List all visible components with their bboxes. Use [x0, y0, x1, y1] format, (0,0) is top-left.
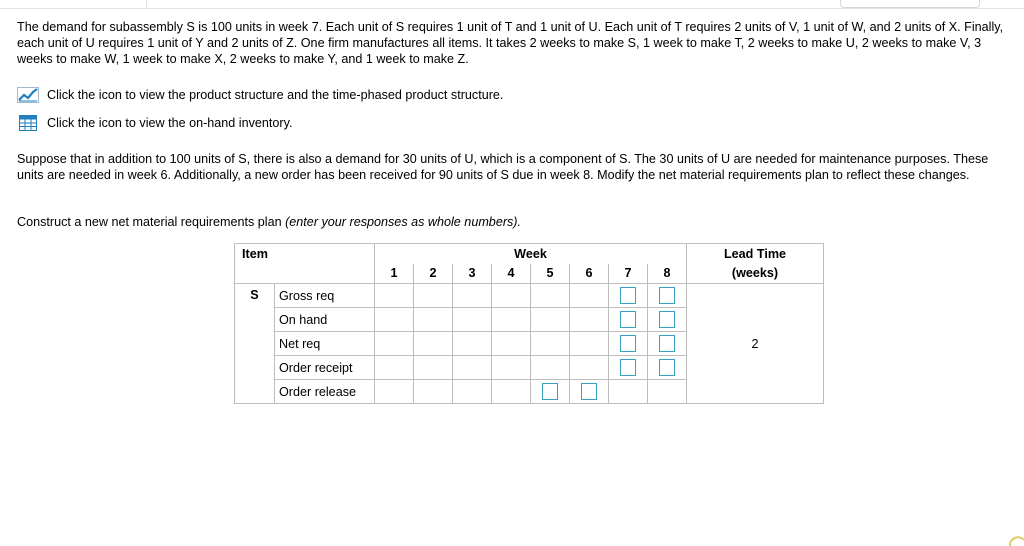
week-cell	[648, 380, 687, 404]
week-cell	[648, 308, 687, 332]
week-cell	[492, 284, 531, 308]
answer-input[interactable]	[620, 359, 636, 376]
week-cell	[375, 380, 414, 404]
week-number-4: 4	[492, 264, 531, 284]
week-cell	[648, 284, 687, 308]
week-cell	[492, 332, 531, 356]
week-cell	[414, 332, 453, 356]
week-cell	[648, 356, 687, 380]
week-cell	[648, 332, 687, 356]
row-label: Order receipt	[275, 356, 375, 380]
top-frame-bar	[0, 0, 1024, 9]
lead-time-value: 2	[687, 284, 824, 404]
week-cell	[609, 284, 648, 308]
lead-time-unit: (weeks)	[687, 264, 824, 284]
answer-input[interactable]	[581, 383, 597, 400]
week-cell	[492, 380, 531, 404]
table-grid-icon[interactable]	[17, 115, 39, 131]
week-number-3: 3	[453, 264, 492, 284]
week-cell	[609, 380, 648, 404]
scenario-text: Suppose that in addition to 100 units of S, there is also a demand for 30 units of U, which is a component of S. The 30 units of U are needed for maintenance purposes. These units are needed in week 6. Additionally, a new order has been received for 90 units of S due in week 8. Modify the net material requirements plan to reflect these changes.	[17, 152, 989, 182]
answer-input[interactable]	[620, 335, 636, 352]
week-cell	[453, 308, 492, 332]
week-cell	[453, 356, 492, 380]
week-cell	[414, 284, 453, 308]
answer-input[interactable]	[659, 359, 675, 376]
week-cell	[414, 380, 453, 404]
inventory-link-text[interactable]: Click the icon to view the on-hand inventory.	[47, 116, 293, 130]
answer-input[interactable]	[542, 383, 558, 400]
answer-input[interactable]	[620, 287, 636, 304]
item-code: S	[235, 284, 275, 404]
row-label: On hand	[275, 308, 375, 332]
instruction-main: Construct a new net material requirements plan	[17, 215, 286, 229]
week-number-8: 8	[648, 264, 687, 284]
week-cell	[531, 308, 570, 332]
instruction-italic: (enter your responses as whole numbers).	[285, 215, 522, 229]
top-frame-divider	[146, 0, 147, 8]
inventory-link[interactable]	[17, 115, 292, 131]
week-cell	[609, 332, 648, 356]
week-cell	[375, 284, 414, 308]
top-right-tab[interactable]	[840, 0, 980, 8]
product-structure-link[interactable]	[17, 87, 503, 103]
product-structure-link-text[interactable]: Click the icon to view the product structure and the time-phased product structure.	[47, 88, 504, 102]
week-cell	[414, 356, 453, 380]
week-number-1: 1	[375, 264, 414, 284]
week-cell	[375, 356, 414, 380]
week-cell	[531, 332, 570, 356]
week-cell	[609, 308, 648, 332]
week-cell	[414, 308, 453, 332]
week-number-2: 2	[414, 264, 453, 284]
instruction-text	[17, 214, 817, 230]
line-chart-icon[interactable]	[17, 87, 39, 103]
week-cell	[492, 356, 531, 380]
row-label: Gross req	[275, 284, 375, 308]
week-cell	[375, 332, 414, 356]
week-cell	[570, 356, 609, 380]
row-label: Net req	[275, 332, 375, 356]
answer-input[interactable]	[620, 311, 636, 328]
mrp-table	[234, 243, 824, 404]
row-label: Order release	[275, 380, 375, 404]
week-cell	[453, 332, 492, 356]
week-cell	[453, 380, 492, 404]
week-number-6: 6	[570, 264, 609, 284]
week-cell	[531, 284, 570, 308]
week-number-5: 5	[531, 264, 570, 284]
lead-time-header: Lead Time	[687, 244, 824, 264]
week-cell	[570, 380, 609, 404]
answer-input[interactable]	[659, 287, 675, 304]
answer-input[interactable]	[659, 311, 675, 328]
week-cell	[609, 356, 648, 380]
week-cell	[570, 332, 609, 356]
week-cell	[531, 380, 570, 404]
week-cell	[492, 308, 531, 332]
table-row	[235, 284, 824, 308]
week-cell	[453, 284, 492, 308]
item-header-spacer	[235, 264, 375, 284]
week-number-7: 7	[609, 264, 648, 284]
week-cell	[375, 308, 414, 332]
problem-intro-text: The demand for subassembly S is 100 units in week 7. Each unit of S requires 1 unit of T and 1 unit of U. Each unit of T requires 2 units of V, 1 unit of W, and 2 units of X. Finally, each unit of U requires 1 unit of Y and 2 units of Z. One firm manufactures all items. It takes 2 weeks to make S, 1 week to make T, 2 weeks to make U, 2 weeks to make V, 3 weeks to make W, 1 week to make X, 2 weeks to make Y, and 1 week to make Z.	[17, 20, 1004, 66]
week-cell	[570, 308, 609, 332]
week-cell	[531, 356, 570, 380]
item-header: Item	[235, 244, 375, 264]
answer-input[interactable]	[659, 335, 675, 352]
scroll-corner-icon	[1004, 536, 1024, 546]
week-cell	[570, 284, 609, 308]
week-header: Week	[375, 244, 687, 264]
